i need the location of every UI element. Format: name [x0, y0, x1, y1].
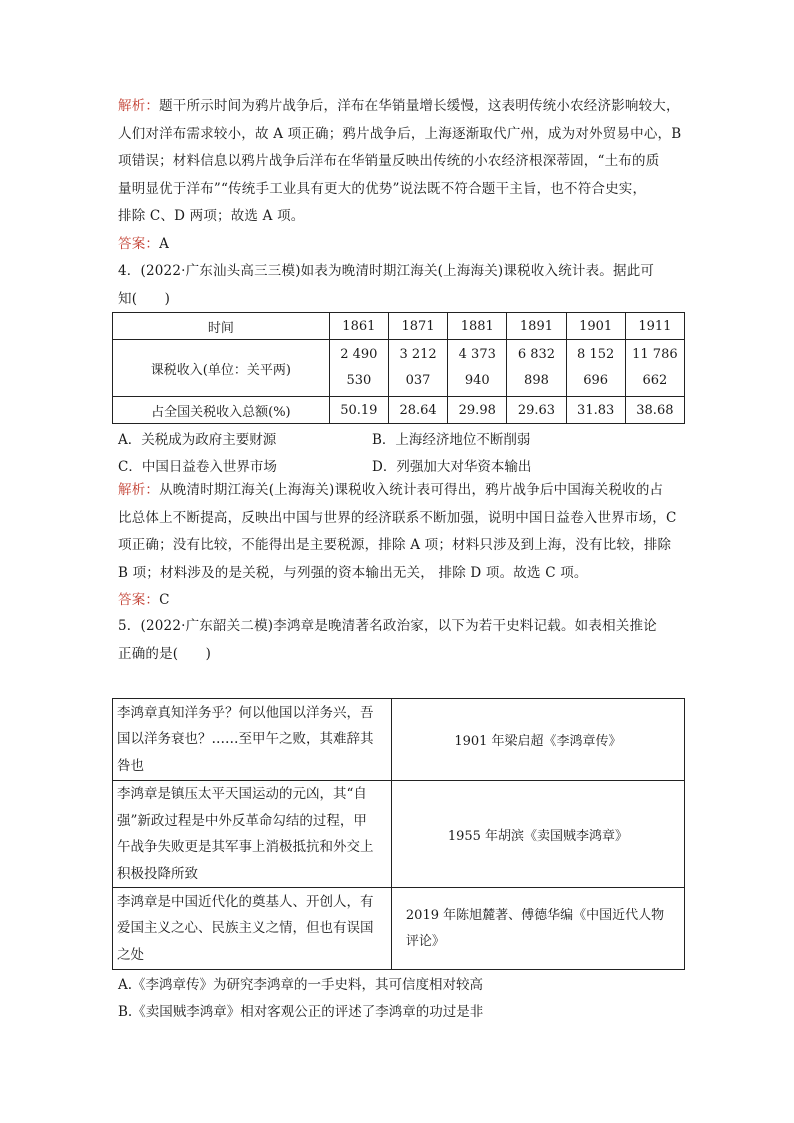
q5-stem [118, 613, 678, 668]
q3-analysis-line: 项错误；材料信息以鸦片战争后洋布在华销量反映出传统的小农经济根深蒂固，“土布的质 [118, 153, 660, 169]
income-cell: 4 373 940 [448, 340, 507, 397]
q4-stem [118, 258, 678, 313]
year-cell: 1901 [566, 313, 625, 340]
q3-answer-label: 答案： [118, 235, 160, 252]
income-cell: 3 212 037 [388, 340, 447, 397]
table-row [113, 340, 685, 397]
share-cell: 29.63 [507, 397, 566, 424]
source-citation-cell: 1955 年胡滨《卖国贼李鸿章》 [391, 781, 684, 888]
source-text-cell: 李鸿章是中国近代化的奠基人、开创人，有 爱国主义之心、民族主义之情，但也有误国 之处 [113, 888, 392, 970]
q4-analysis-line: 比总体上不断提高，反映出中国与世界的经济联系不断加强，说明中国日益卷入世界市场，C [118, 509, 677, 526]
q5-stem-line: 正确的是( ) [118, 645, 212, 662]
table-header-cell: 时间 [113, 313, 330, 340]
q3-analysis-line: 量明显优于洋布”“传统手工业具有更大的优势”说法既不符合题干主旨，也不符合史实， [118, 180, 647, 197]
q4-stem-line: 知( ) [118, 290, 171, 307]
q4-analysis-label: 解析： [118, 482, 160, 498]
share-cell: 29.98 [448, 397, 507, 424]
share-cell: 28.64 [388, 397, 447, 424]
q4-analysis-line: B 项；材料涉及的是关税，与列强的资本输出无关， 排除 D 项。故选 C 项。 [118, 564, 588, 581]
share-label-cell: 占全国关税收入总额(%) [113, 397, 330, 424]
source-citation-cell: 1901 年梁启超《李鸿章传》 [391, 699, 684, 781]
q3-analysis-line: 题干所示时间为鸦片战争后，洋布在华销量增长缓慢，这表明传统小农经济影响较大， [159, 98, 680, 114]
income-label-cell: 课税收入(单位：关平两) [113, 340, 330, 397]
q3-analysis-line: 排除 C、D 两项；故选 A 项。 [118, 208, 305, 224]
q4-analysis-line: 从晚清时期江海关(上海海关)课税收入统计表可得出，鸦片战争后中国海关税收的占 [159, 482, 664, 498]
income-cell: 2 490 530 [329, 340, 388, 397]
table-row [113, 397, 685, 424]
year-cell: 1871 [388, 313, 447, 340]
table-row [113, 888, 685, 970]
year-cell: 1891 [507, 313, 566, 340]
income-cell: 8 152 696 [566, 340, 625, 397]
q4-stem-line: 4．(2022·广东汕头高三三模)如表为晚清时期江海关(上海海关)课税收入统计表。据此可 [118, 263, 655, 279]
income-cell: 11 786 662 [625, 340, 684, 397]
q4-customs-table [112, 312, 685, 424]
q4-option-a: A．关税成为政府主要财源 [118, 432, 277, 448]
year-cell: 1881 [448, 313, 507, 340]
table-row [113, 313, 685, 340]
table-row [113, 699, 685, 781]
table-row [113, 781, 685, 888]
source-text-cell: 李鸿章真知洋务乎？何以他国以洋务兴，吾 国以洋务衰也？……至甲午之败，其难辞其 咎也 [113, 699, 392, 781]
q5-option-a: A.《李鸿章传》为研究李鸿章的一手史料，其可信度相对较高 [118, 977, 484, 993]
q4-analysis-line: 项正确；没有比较，不能得出是主要税源，排除 A 项；材料只涉及到上海，没有比较，排除 [118, 537, 672, 553]
q4-option-c: C．中国日益卷入世界市场 [118, 459, 277, 475]
year-cell: 1911 [625, 313, 684, 340]
q3-analysis-line: 人们对洋布需求较小，故 A 项正确；鸦片战争后，上海逐渐取代广州，成为对外贸易中心，B [118, 125, 682, 142]
q3-analysis [118, 93, 682, 258]
q4-answer-label: 答案： [118, 592, 160, 608]
q5-option-b: B.《卖国贼李鸿章》相对客观公正的评述了李鸿章的功过是非 [118, 1004, 484, 1020]
q5-source-table [112, 698, 685, 970]
q3-answer: A [159, 235, 170, 252]
q3-analysis-label: 解析： [118, 98, 160, 114]
share-cell: 50.19 [329, 397, 388, 424]
q4-analysis [118, 477, 678, 615]
source-text-cell: 李鸿章是镇压太平天国运动的元凶，其“自 强”新政过程是中外反革命勾结的过程，甲 午战争失败更是其军事上消极抵抗和外交上 积极投降所致 [113, 781, 392, 888]
q4-answer: C [159, 592, 170, 608]
source-citation-cell: 2019 年陈旭麓著、傅德华编《中国近代人物 评论》 [391, 888, 684, 970]
q4-option-b: B．上海经济地位不断削弱 [372, 432, 531, 448]
share-cell: 31.83 [566, 397, 625, 424]
q5-stem-line: 5．(2022·广东韶关二模)李鸿章是晚清著名政治家，以下为若干史料记载。如表相关推论 [118, 618, 657, 634]
income-cell: 6 832 898 [507, 340, 566, 397]
share-cell: 38.68 [625, 397, 684, 424]
q4-option-d: D．列强加大对华资本输出 [372, 459, 532, 475]
year-cell: 1861 [329, 313, 388, 340]
